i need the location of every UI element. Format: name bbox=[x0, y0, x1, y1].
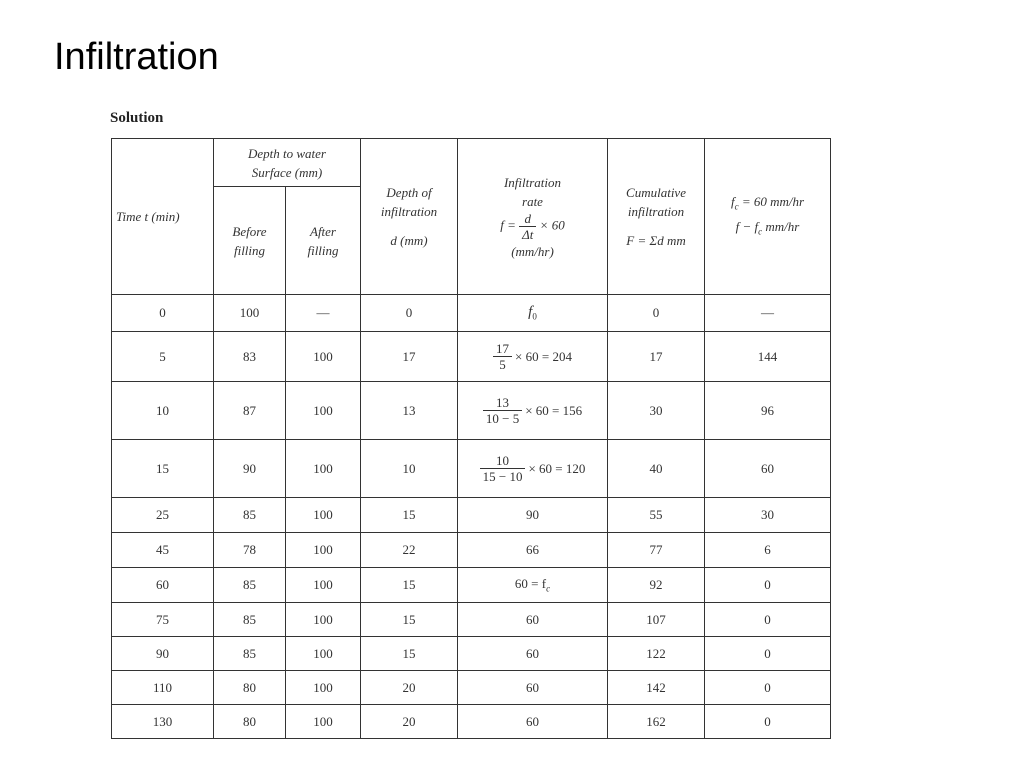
cell-before: 78 bbox=[214, 533, 286, 568]
cell-after: 100 bbox=[286, 533, 361, 568]
rate-fraction: $\frac{17}{5}$ bbox=[493, 341, 512, 372]
cell-depth: 22 bbox=[361, 533, 458, 568]
table-row bbox=[112, 533, 831, 568]
cell-before: 90 bbox=[214, 440, 286, 498]
cell-before: 85 bbox=[214, 568, 286, 603]
header-after-filling: After filling bbox=[286, 187, 361, 295]
cell-before: 100 bbox=[214, 295, 286, 332]
cell-cumulative: 77 bbox=[608, 533, 705, 568]
cell-after: 100 bbox=[286, 671, 361, 705]
cell-time: 5 bbox=[112, 332, 214, 382]
cell-cumulative: 142 bbox=[608, 671, 705, 705]
header-depth-to-water-line2: Surface (mm) bbox=[251, 164, 323, 180]
cell-depth: 20 bbox=[361, 671, 458, 705]
cell-rate: 60 bbox=[458, 603, 608, 637]
cell-depth: 15 bbox=[361, 637, 458, 671]
cell-cumulative: 92 bbox=[608, 568, 705, 603]
cell-depth: 15 bbox=[361, 568, 458, 603]
table-row bbox=[112, 603, 831, 637]
cell-cumulative: 162 bbox=[608, 705, 705, 739]
cell-depth: 15 bbox=[361, 603, 458, 637]
cell-before: 83 bbox=[214, 332, 286, 382]
header-depth-to-water bbox=[214, 139, 361, 187]
table-row bbox=[112, 332, 831, 382]
header-cum-line1: Cumulative bbox=[626, 185, 686, 200]
header-cum-line3: F = Σd mm bbox=[626, 233, 686, 248]
cell-excess: 6 bbox=[705, 533, 831, 568]
cell-cumulative: 55 bbox=[608, 498, 705, 533]
table-row bbox=[112, 705, 831, 739]
cell-cumulative: 17 bbox=[608, 332, 705, 382]
cell-after: 100 bbox=[286, 568, 361, 603]
header-excess-rate bbox=[705, 139, 831, 295]
table-row bbox=[112, 568, 831, 603]
header-infiltration-rate bbox=[458, 139, 608, 295]
cell-cumulative: 40 bbox=[608, 440, 705, 498]
solution-label: Solution bbox=[110, 110, 164, 126]
cell-rate: $60 = f_c$ bbox=[458, 568, 608, 603]
header-time: Time t (min) bbox=[112, 139, 214, 295]
cell-rate: $f_0$ bbox=[458, 295, 608, 332]
cell-time: 15 bbox=[112, 440, 214, 498]
cell-excess: 144 bbox=[705, 332, 831, 382]
cell-time: 75 bbox=[112, 603, 214, 637]
rate-fraction: $\frac{10}{15 - 10}$ bbox=[480, 453, 526, 484]
cell-depth: 17 bbox=[361, 332, 458, 382]
cell-depth: 10 bbox=[361, 440, 458, 498]
cell-rate: 60 bbox=[458, 637, 608, 671]
cell-before: 85 bbox=[214, 498, 286, 533]
cell-excess: 0 bbox=[705, 568, 831, 603]
cell-before: 87 bbox=[214, 382, 286, 440]
cell-depth: 20 bbox=[361, 705, 458, 739]
cell-time: 0 bbox=[112, 295, 214, 332]
cell-time: 110 bbox=[112, 671, 214, 705]
cell-before: 85 bbox=[214, 603, 286, 637]
cell-depth: 15 bbox=[361, 498, 458, 533]
cell-cumulative: 0 bbox=[608, 295, 705, 332]
cell-after: 100 bbox=[286, 332, 361, 382]
cell-time: 25 bbox=[112, 498, 214, 533]
table-row bbox=[112, 671, 831, 705]
cell-time: 90 bbox=[112, 637, 214, 671]
cell-rate: 60 bbox=[458, 705, 608, 739]
table-row bbox=[112, 440, 831, 498]
slide-title: Infiltration bbox=[54, 36, 219, 78]
infiltration-table bbox=[111, 138, 831, 739]
cell-cumulative: 30 bbox=[608, 382, 705, 440]
header-fc-line2: $f - f_c$ mm/hr bbox=[735, 218, 800, 237]
header-rate-line2: rate bbox=[522, 193, 543, 209]
cell-after: 100 bbox=[286, 440, 361, 498]
header-rate-formula bbox=[460, 211, 605, 242]
cell-excess: 0 bbox=[705, 705, 831, 739]
cell-time: 10 bbox=[112, 382, 214, 440]
header-cumulative-infiltration bbox=[608, 139, 705, 295]
cell-rate: $\frac{17}{5}$ × 60 = 204 bbox=[458, 332, 608, 382]
cell-rate: 66 bbox=[458, 533, 608, 568]
cell-after: 100 bbox=[286, 637, 361, 671]
header-depth-line1: Depth of bbox=[386, 185, 432, 200]
cell-after: 100 bbox=[286, 382, 361, 440]
cell-after: 100 bbox=[286, 603, 361, 637]
cell-depth: 0 bbox=[361, 295, 458, 332]
rate-formula-denominator: Δt bbox=[522, 226, 534, 242]
table-row bbox=[112, 637, 831, 671]
cell-depth: 13 bbox=[361, 382, 458, 440]
cell-after: 100 bbox=[286, 705, 361, 739]
header-depth-line2: infiltration bbox=[380, 204, 438, 219]
cell-excess: 96 bbox=[705, 382, 831, 440]
cell-time: 45 bbox=[112, 533, 214, 568]
cell-before: 80 bbox=[214, 705, 286, 739]
rate-formula-rhs: × 60 bbox=[539, 216, 565, 232]
cell-excess: 0 bbox=[705, 637, 831, 671]
header-rate-unit: (mm/hr) bbox=[511, 243, 554, 259]
cell-excess: 60 bbox=[705, 440, 831, 498]
cell-excess: 0 bbox=[705, 671, 831, 705]
cell-rate: 90 bbox=[458, 498, 608, 533]
header-depth-of-infiltration bbox=[361, 139, 458, 295]
cell-excess: 30 bbox=[705, 498, 831, 533]
rate-formula-fraction bbox=[519, 211, 536, 242]
cell-rate: $\frac{10}{15 - 10}$ × 60 = 120 bbox=[458, 440, 608, 498]
cell-time: 60 bbox=[112, 568, 214, 603]
header-cum-line2: infiltration bbox=[627, 204, 685, 219]
cell-rate: 60 bbox=[458, 671, 608, 705]
header-depth-to-water-line1: Depth to water bbox=[248, 145, 326, 161]
rate-fraction: $\frac{13}{10 - 5}$ bbox=[483, 395, 522, 426]
cell-excess: 0 bbox=[705, 603, 831, 637]
rate-formula-lhs: f = bbox=[500, 216, 516, 232]
header-rate-line1: Infiltration bbox=[503, 174, 562, 190]
header-row-1 bbox=[112, 139, 831, 187]
rate-formula-numerator: d bbox=[519, 211, 536, 227]
table-row bbox=[112, 295, 831, 332]
cell-excess: — bbox=[705, 295, 831, 332]
cell-rate: $\frac{13}{10 - 5}$ × 60 = 156 bbox=[458, 382, 608, 440]
cell-cumulative: 122 bbox=[608, 637, 705, 671]
cell-before: 85 bbox=[214, 637, 286, 671]
cell-time: 130 bbox=[112, 705, 214, 739]
table-row bbox=[112, 498, 831, 533]
cell-cumulative: 107 bbox=[608, 603, 705, 637]
cell-after: 100 bbox=[286, 498, 361, 533]
header-depth-line3: d (mm) bbox=[390, 233, 428, 248]
header-fc-line1: $f_c = 60$ mm/hr bbox=[730, 193, 805, 212]
table-row bbox=[112, 382, 831, 440]
cell-before: 80 bbox=[214, 671, 286, 705]
cell-after: — bbox=[286, 295, 361, 332]
header-before-filling: Before filling bbox=[214, 187, 286, 295]
